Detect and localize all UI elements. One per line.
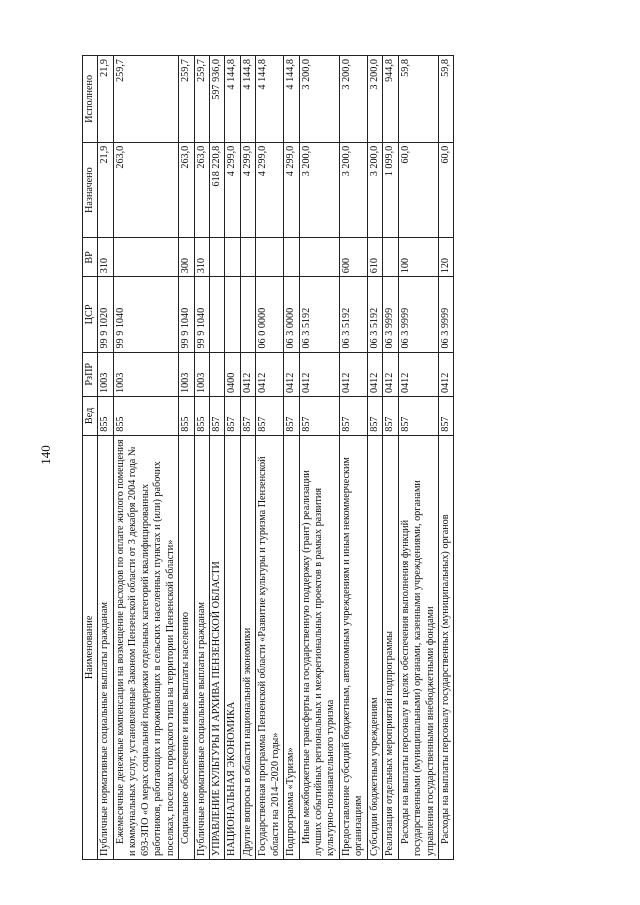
table-row bbox=[383, 56, 398, 860]
row-csr: 06 3 5192 bbox=[339, 277, 367, 352]
row-rzpr: 0412 bbox=[367, 352, 382, 396]
row-name: НАЦИОНАЛЬНАЯ ЭКОНОМИКА bbox=[225, 435, 240, 859]
row-name: Подпрограмма «Туризм» bbox=[284, 435, 299, 859]
row-csr: 06 3 9999 bbox=[383, 277, 398, 352]
row-name: Расходы на выплаты персоналу в целях обеспечения выполнения функций государственными (муниципальными) органами, казенными учреждениями, органами управления государственными внебюджетными фондами bbox=[398, 435, 438, 859]
header-executed: Исполнено bbox=[83, 56, 98, 143]
header-name: Наименование bbox=[83, 435, 98, 859]
row-rzpr: 0412 bbox=[438, 352, 453, 396]
row-ved: 857 bbox=[398, 397, 438, 436]
row-name: Иные межбюджетные трансферты на государственную поддержку (грант) реализации лучших событийных региональных и межрегиональных проектов в рамках развития культурно-познавательного туризма bbox=[299, 435, 339, 859]
row-csr bbox=[209, 277, 224, 352]
row-csr bbox=[240, 277, 255, 352]
page-number: 140 bbox=[37, 445, 53, 465]
row-vr: 100 bbox=[398, 238, 438, 277]
row-csr: 99 9 1040 bbox=[179, 277, 194, 352]
table-row bbox=[240, 56, 255, 860]
header-csr: ЦСР bbox=[83, 277, 98, 352]
row-name: Государственная программа Пензенской области «Развитие культуры и туризма Пензенской области на 2014–2020 годы» bbox=[256, 435, 284, 859]
row-ved: 857 bbox=[256, 397, 284, 436]
row-ved: 857 bbox=[284, 397, 299, 436]
row-csr: 99 9 1020 bbox=[98, 277, 113, 352]
row-ved: 857 bbox=[240, 397, 255, 436]
row-rzpr: 0412 bbox=[284, 352, 299, 396]
row-rzpr bbox=[209, 352, 224, 396]
row-vr bbox=[284, 238, 299, 277]
row-rzpr: 1003 bbox=[113, 352, 178, 396]
row-rzpr: 0412 bbox=[256, 352, 284, 396]
row-name: Другие вопросы в области национальной экономики bbox=[240, 435, 255, 859]
row-vr bbox=[225, 238, 240, 277]
row-executed: 944,8 bbox=[383, 56, 398, 143]
row-name: Социальное обеспечение и иные выплаты населению bbox=[179, 435, 194, 859]
row-ved: 857 bbox=[438, 397, 453, 436]
row-rzpr: 0412 bbox=[383, 352, 398, 396]
row-assigned: 3 200,0 bbox=[299, 142, 339, 238]
row-assigned: 3 200,0 bbox=[367, 142, 382, 238]
row-assigned: 263,0 bbox=[194, 142, 209, 238]
table-row bbox=[299, 56, 339, 860]
row-ved: 857 bbox=[339, 397, 367, 436]
row-assigned: 618 220,8 bbox=[209, 142, 224, 238]
table-row bbox=[179, 56, 194, 860]
table-row bbox=[98, 56, 113, 860]
row-csr: 06 3 0000 bbox=[284, 277, 299, 352]
row-csr: 99 9 1040 bbox=[113, 277, 178, 352]
row-ved: 857 bbox=[383, 397, 398, 436]
row-executed: 259,7 bbox=[113, 56, 178, 143]
row-name: Публичные нормативные социальные выплаты гражданам bbox=[194, 435, 209, 859]
row-rzpr: 0400 bbox=[225, 352, 240, 396]
row-vr: 310 bbox=[194, 238, 209, 277]
row-name: Публичные нормативные социальные выплаты гражданам bbox=[98, 435, 113, 859]
rotated-table-wrapper bbox=[82, 55, 550, 860]
row-vr: 300 bbox=[179, 238, 194, 277]
row-name: Предоставление субсидий бюджетным, автономным учреждениям и иным некоммерческим организациям bbox=[339, 435, 367, 859]
row-rzpr: 0412 bbox=[299, 352, 339, 396]
row-ved: 855 bbox=[194, 397, 209, 436]
table-row bbox=[438, 56, 453, 860]
row-vr bbox=[240, 238, 255, 277]
row-assigned: 3 200,0 bbox=[339, 142, 367, 238]
row-rzpr: 1003 bbox=[194, 352, 209, 396]
row-executed: 4 144,8 bbox=[256, 56, 284, 143]
row-assigned: 60,0 bbox=[438, 142, 453, 238]
row-ved: 855 bbox=[98, 397, 113, 436]
row-csr: 06 3 9999 bbox=[438, 277, 453, 352]
row-ved: 857 bbox=[367, 397, 382, 436]
row-vr bbox=[383, 238, 398, 277]
budget-table bbox=[82, 55, 454, 860]
row-assigned: 4 299,0 bbox=[240, 142, 255, 238]
row-csr: 06 3 5192 bbox=[299, 277, 339, 352]
row-executed: 4 144,8 bbox=[225, 56, 240, 143]
header-row bbox=[83, 56, 98, 860]
table-row bbox=[284, 56, 299, 860]
row-rzpr: 0412 bbox=[240, 352, 255, 396]
row-assigned: 4 299,0 bbox=[256, 142, 284, 238]
row-rzpr: 1003 bbox=[98, 352, 113, 396]
row-ved: 857 bbox=[209, 397, 224, 436]
row-name: Реализация отдельных мероприятий подпрограммы bbox=[383, 435, 398, 859]
row-executed: 4 144,8 bbox=[240, 56, 255, 143]
row-ved: 855 bbox=[179, 397, 194, 436]
row-assigned: 263,0 bbox=[113, 142, 178, 238]
row-executed: 59,8 bbox=[438, 56, 453, 143]
row-csr: 06 3 5192 bbox=[367, 277, 382, 352]
header-ved: Вед bbox=[83, 397, 98, 436]
row-vr bbox=[256, 238, 284, 277]
row-vr bbox=[113, 238, 178, 277]
row-executed: 3 200,0 bbox=[367, 56, 382, 143]
row-vr: 610 bbox=[367, 238, 382, 277]
row-assigned: 4 299,0 bbox=[284, 142, 299, 238]
row-executed: 3 200,0 bbox=[339, 56, 367, 143]
row-csr bbox=[225, 277, 240, 352]
row-name: Субсидии бюджетным учреждениям bbox=[367, 435, 382, 859]
row-executed: 259,7 bbox=[194, 56, 209, 143]
table-row bbox=[339, 56, 367, 860]
row-rzpr: 0412 bbox=[398, 352, 438, 396]
row-csr: 06 3 9999 bbox=[398, 277, 438, 352]
row-executed: 597 936,0 bbox=[209, 56, 224, 143]
row-assigned: 60,0 bbox=[398, 142, 438, 238]
header-rzpr: РзПР bbox=[83, 352, 98, 396]
row-executed: 4 144,8 bbox=[284, 56, 299, 143]
row-name: Ежемесячные денежные компенсации на возмещение расходов по оплате жилого помещения и коммунальных услуг, установленные Законом Пензенской области от 3 декабря 2004 года № 693-ЗПО «О мерах социальной поддержки отдельных категорий квалифицированных работников, работающих и проживающих в сельских населенных пунктах и (или) рабочих поселках, поселках городского типа на территории Пензенской области» bbox=[113, 435, 178, 859]
row-assigned: 263,0 bbox=[179, 142, 194, 238]
row-rzpr: 0412 bbox=[339, 352, 367, 396]
table-row bbox=[113, 56, 178, 860]
row-ved: 857 bbox=[299, 397, 339, 436]
row-executed: 59,8 bbox=[398, 56, 438, 143]
row-csr: 06 0 0000 bbox=[256, 277, 284, 352]
row-assigned: 4 299,0 bbox=[225, 142, 240, 238]
row-ved: 855 bbox=[113, 397, 178, 436]
table-row bbox=[194, 56, 209, 860]
row-name: Расходы на выплаты персоналу государственных (муниципальных) органов bbox=[438, 435, 453, 859]
table-row bbox=[256, 56, 284, 860]
row-vr bbox=[209, 238, 224, 277]
row-assigned: 21,9 bbox=[98, 142, 113, 238]
row-name: УПРАВЛЕНИЕ КУЛЬТУРЫ И АРХИВА ПЕНЗЕНСКОЙ ОБЛАСТИ bbox=[209, 435, 224, 859]
row-csr: 99 9 1040 bbox=[194, 277, 209, 352]
row-executed: 3 200,0 bbox=[299, 56, 339, 143]
table-row bbox=[209, 56, 224, 860]
table-row bbox=[398, 56, 438, 860]
header-assigned: Назначено bbox=[83, 142, 98, 238]
row-vr bbox=[299, 238, 339, 277]
row-rzpr: 1003 bbox=[179, 352, 194, 396]
row-ved: 857 bbox=[225, 397, 240, 436]
header-vr: ВР bbox=[83, 238, 98, 277]
row-vr: 600 bbox=[339, 238, 367, 277]
row-vr: 310 bbox=[98, 238, 113, 277]
row-vr: 120 bbox=[438, 238, 453, 277]
row-executed: 21,9 bbox=[98, 56, 113, 143]
table-row bbox=[367, 56, 382, 860]
row-executed: 259,7 bbox=[179, 56, 194, 143]
table-row bbox=[225, 56, 240, 860]
row-assigned: 1 099,0 bbox=[383, 142, 398, 238]
